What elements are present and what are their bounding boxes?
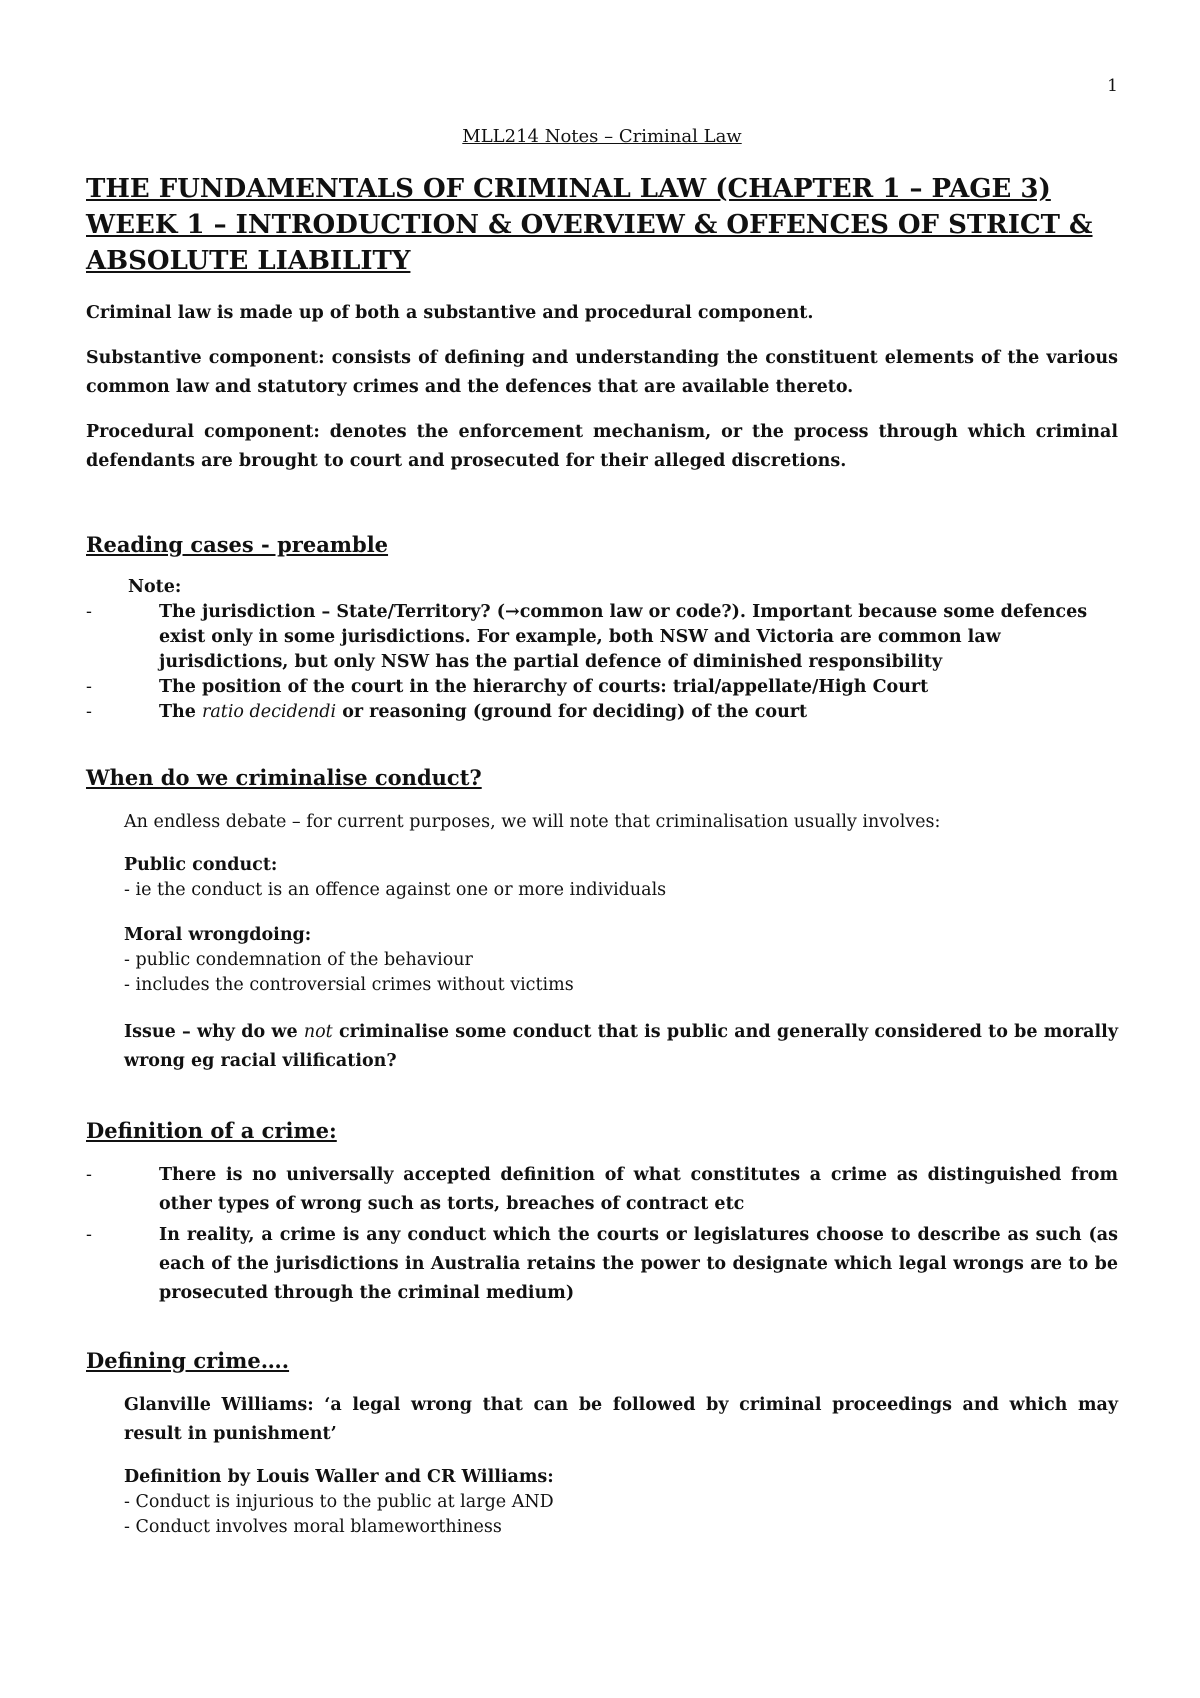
page-number: 1 bbox=[1107, 76, 1118, 96]
title-line-2: WEEK 1 – INTRODUCTION & OVERVIEW & OFFENCES OF STRICT & bbox=[86, 210, 1093, 240]
waller-williams-definition bbox=[124, 1465, 1118, 1540]
list-item: - The jurisdiction – State/Territory? (→common law or code?). Important because some defences exist only in some jurisdictions. For example, both NSW and Victoria are common law jurisdictions, but only NSW has the partial defence of diminished responsibility bbox=[86, 600, 1118, 675]
list-item: - The position of the court in the hierarchy of courts: trial/appellate/High Court bbox=[86, 675, 1118, 700]
title-line-3: ABSOLUTE LIABILITY bbox=[86, 246, 411, 276]
list-item: - In reality, a crime is any conduct which the courts or legislatures choose to describe as such (as each of the jurisdictions in Australia retains the power to designate which legal wrongs are to be prosecuted through the criminal medium) bbox=[86, 1221, 1118, 1308]
intro-paragraph-procedural: Procedural component: denotes the enforcement mechanism, or the process through which criminal defendants are brought to court and prosecuted for their alleged discretions. bbox=[86, 422, 1118, 471]
intro-paragraph-1: Criminal law is made up of both a substantive and procedural component. bbox=[86, 303, 814, 323]
note-label: Note: bbox=[128, 577, 182, 597]
heading-criminalise-conduct: When do we criminalise conduct? bbox=[86, 765, 482, 790]
reading-cases-list bbox=[86, 600, 1118, 725]
intro-paragraph-substantive: Substantive component: consists of defining and understanding the constituent elements of the various common law and statutory crimes and the defences that are available thereto. bbox=[86, 348, 1118, 397]
heading-definition-of-crime: Definition of a crime: bbox=[86, 1118, 337, 1143]
definition-list bbox=[86, 1161, 1118, 1308]
waller-definition-line-2: - Conduct involves moral blameworthiness bbox=[124, 1517, 502, 1537]
italic-term: ratio decidendi bbox=[201, 702, 337, 722]
public-conduct-label: Public conduct: bbox=[124, 855, 278, 875]
moral-wrongdoing-line-1: - public condemnation of the behaviour bbox=[124, 950, 473, 970]
moral-wrongdoing-line-2: - includes the controversial crimes without victims bbox=[124, 975, 574, 995]
issue-paragraph: Issue – why do we not criminalise some conduct that is public and generally considered to be morally wrong eg racial vilification? bbox=[124, 1022, 1118, 1071]
public-conduct-line: - ie the conduct is an offence against one or more individuals bbox=[124, 880, 667, 900]
waller-definition-line-1: - Conduct is injurious to the public at large AND bbox=[124, 1492, 554, 1512]
moral-wrongdoing-group bbox=[124, 923, 1118, 998]
list-item: - There is no universally accepted definition of what constitutes a crime as distinguished from other types of wrong such as torts, breaches of contract etc bbox=[86, 1161, 1118, 1219]
document-body bbox=[86, 126, 1118, 1560]
document-title bbox=[86, 171, 1118, 279]
glanville-williams-quote: Glanville Williams: ‘a legal wrong that can be followed by criminal proceedings and which may result in punishment’ bbox=[124, 1395, 1118, 1444]
heading-reading-cases: Reading cases - preamble bbox=[86, 532, 389, 557]
public-conduct-group bbox=[124, 853, 1118, 903]
moral-wrongdoing-label: Moral wrongdoing: bbox=[124, 925, 312, 945]
heading-defining-crime: Defining crime…. bbox=[86, 1348, 290, 1373]
italic-term: not bbox=[303, 1022, 333, 1042]
list-item: - The ratio decidendi or reasoning (ground for deciding) of the court bbox=[86, 700, 1118, 725]
waller-definition-label: Definition by Louis Waller and CR Williams: bbox=[124, 1467, 554, 1487]
title-line-1: THE FUNDAMENTALS OF CRIMINAL LAW (CHAPTER 1 – PAGE 3) bbox=[86, 174, 1051, 204]
criminalise-intro: An endless debate – for current purposes, we will note that criminalisation usually involves: bbox=[124, 812, 941, 832]
document-header: MLL214 Notes – Criminal Law bbox=[462, 126, 742, 147]
